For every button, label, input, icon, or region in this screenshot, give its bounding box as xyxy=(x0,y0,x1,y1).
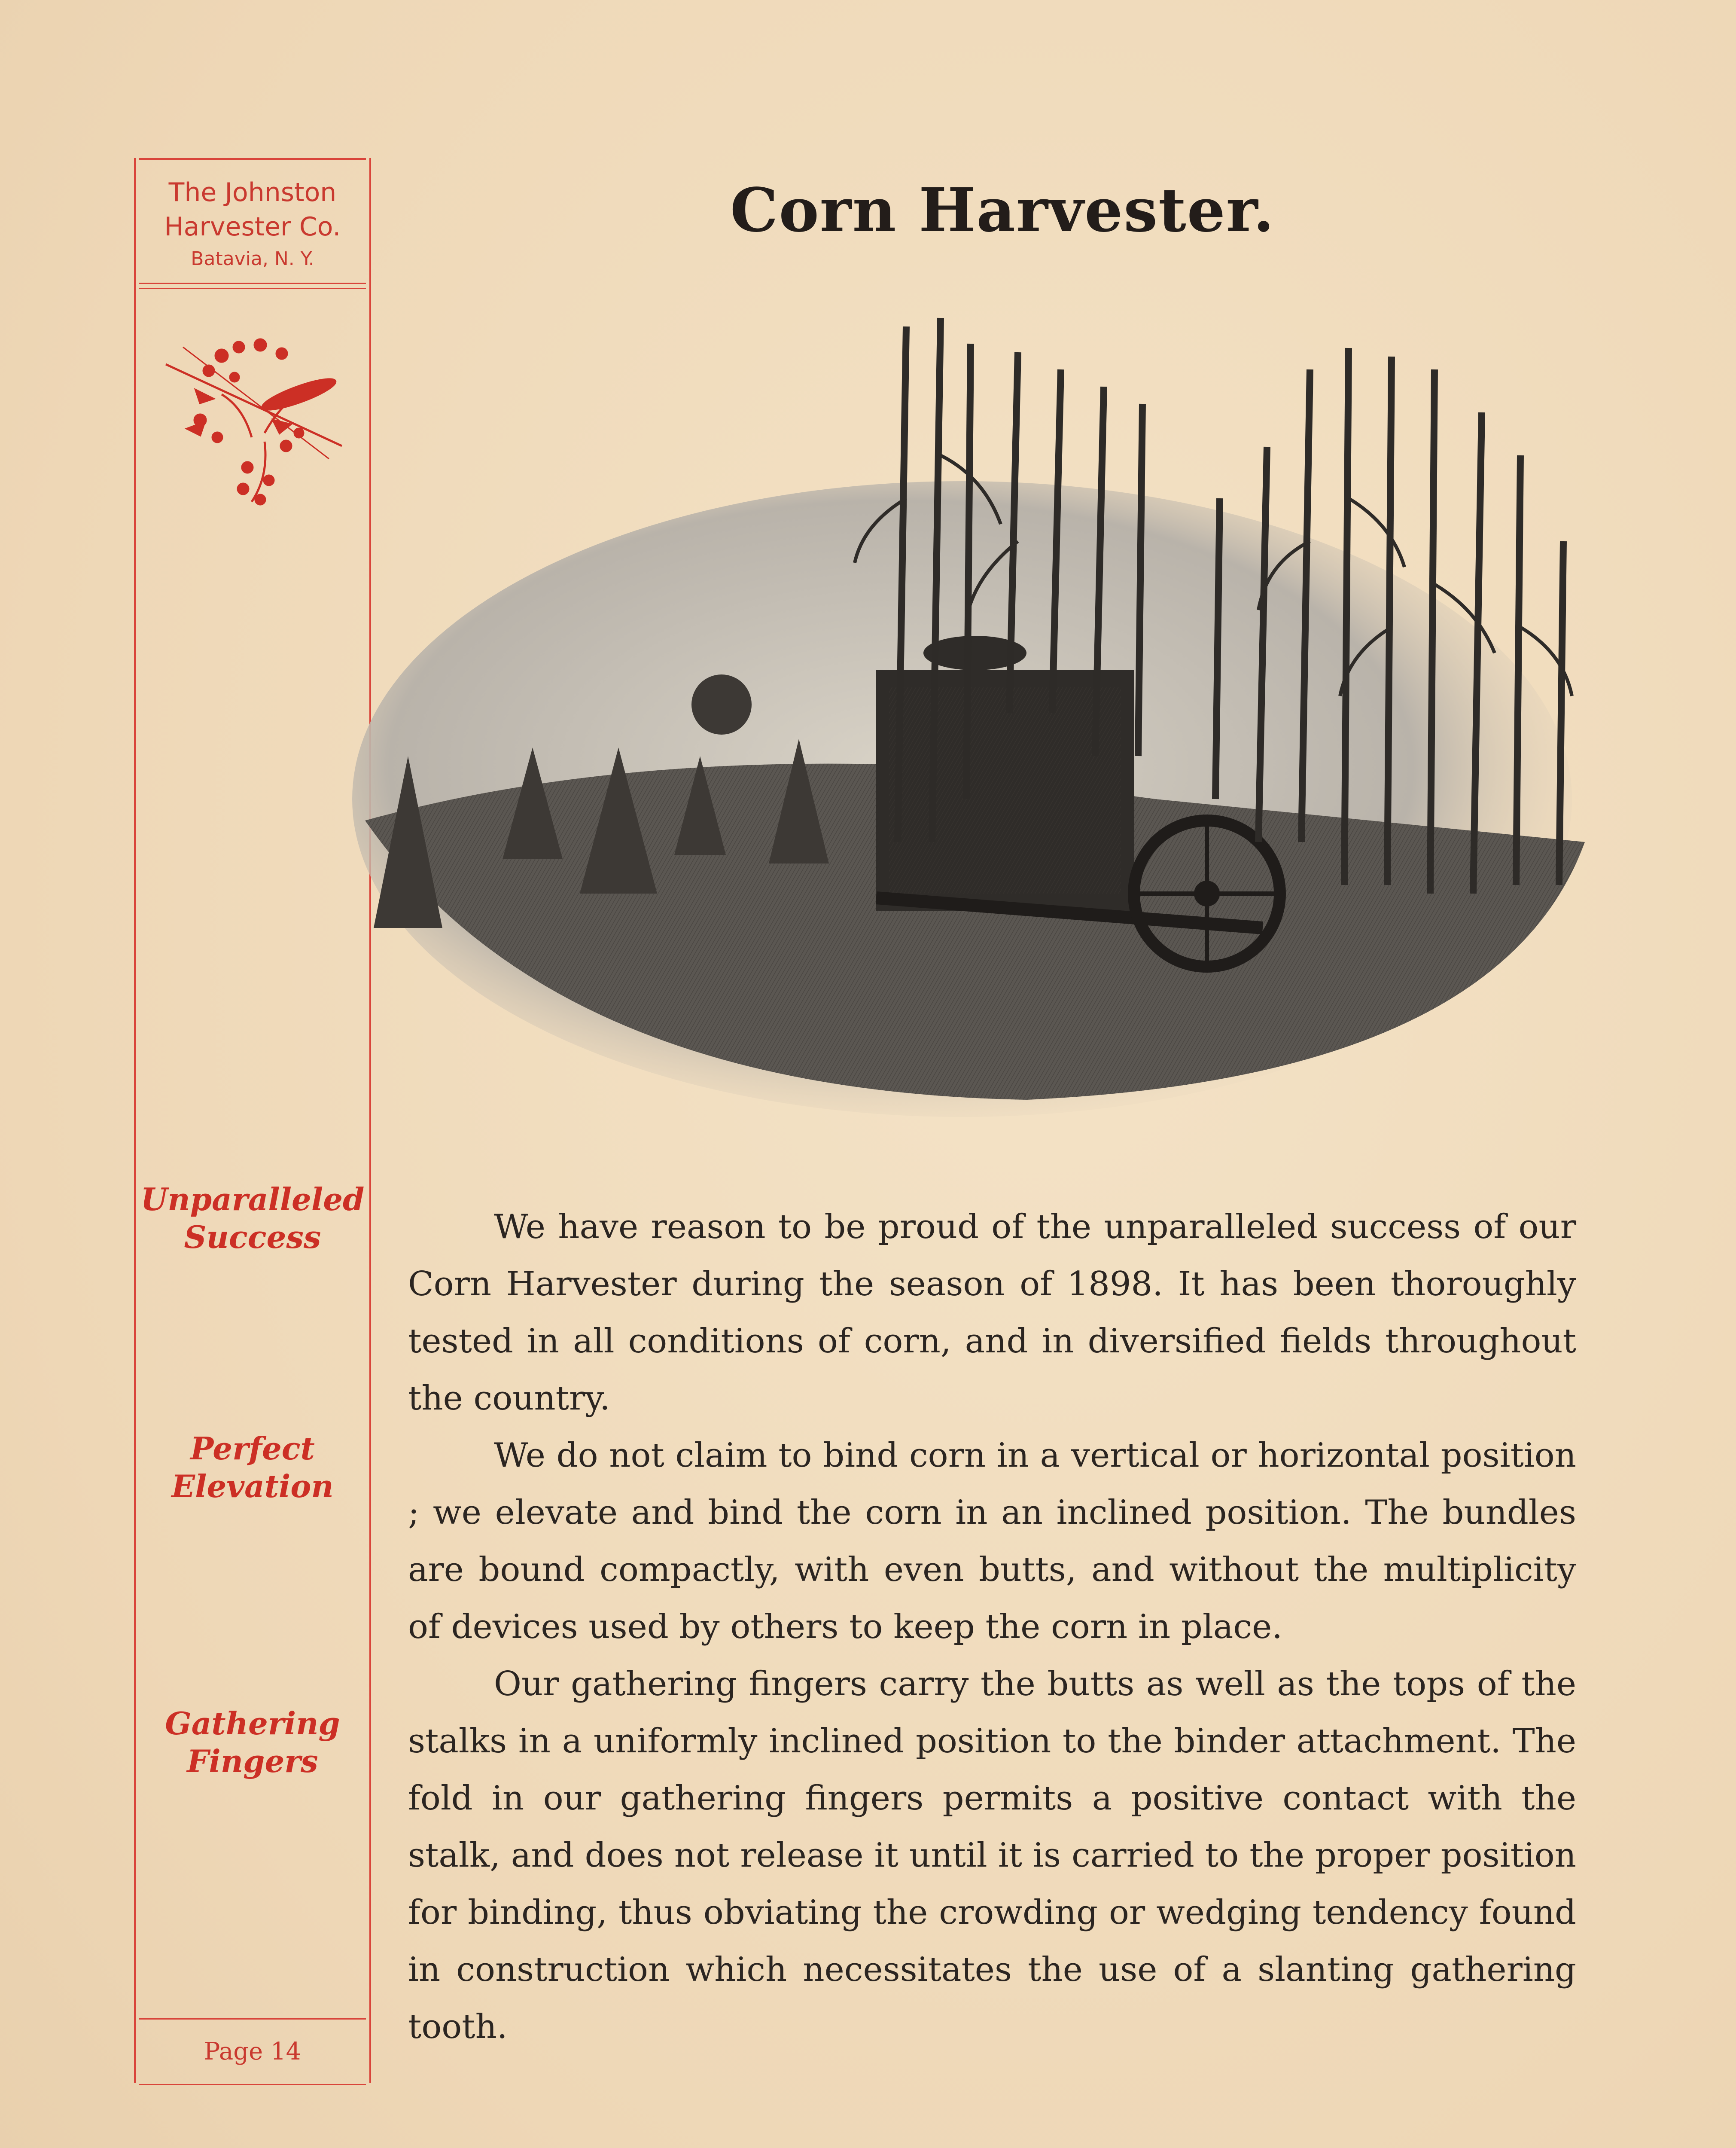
company-name-line2: Harvester Co. xyxy=(164,212,341,242)
sidebar-heading-gathering: Gathering xyxy=(165,1705,340,1742)
sidebar-heading-elevation: Elevation xyxy=(171,1468,334,1504)
page-title: Corn Harvester. xyxy=(730,175,1275,246)
paragraph: Our gathering fingers carry the butts as well as the tops of the stalks in a uniformly inclined position to the binder attachment. The fold in our gathering fingers permits a positive contact with the stalk, and does not release it until it is carried to the proper position for binding, thus obviating the crowding or wedging tendency found in construction which necessitates the use of a slanting gathering tooth. xyxy=(408,1665,1576,2046)
sidebar-heading-fingers: Fingers xyxy=(187,1743,318,1779)
divider xyxy=(139,288,366,289)
paragraph: We do not claim to bind corn in a vertical or horizontal position ; we elevate and bind the corn in an inclined position. The bundles are bound compactly, with even butts, and without the multiplicity of devices used by others to keep the corn in place. xyxy=(408,1436,1576,1646)
article-body xyxy=(408,1199,1576,2056)
paragraph: We have reason to be proud of the unparalleled success of our Corn Harvester during the season of 1898. It has been thoroughly tested in all conditions of corn, and in diversified fields throughout the country. xyxy=(408,1208,1576,1418)
corn-harvester-illustration xyxy=(339,284,1671,1177)
page-number: Page 14 xyxy=(139,2018,366,2085)
company-location: Batavia, N. Y. xyxy=(191,248,314,270)
floral-emblem-icon xyxy=(157,330,346,510)
sidebar-heading-unparalleled: Unparalleled xyxy=(140,1181,365,1217)
sidebar xyxy=(134,158,371,2083)
company-header xyxy=(139,158,366,284)
sidebar-heading-perfect: Perfect xyxy=(190,1430,315,1467)
divider xyxy=(139,283,366,284)
company-name-line1: The Johnston xyxy=(168,177,337,207)
sidebar-heading-success: Success xyxy=(184,1219,321,1255)
